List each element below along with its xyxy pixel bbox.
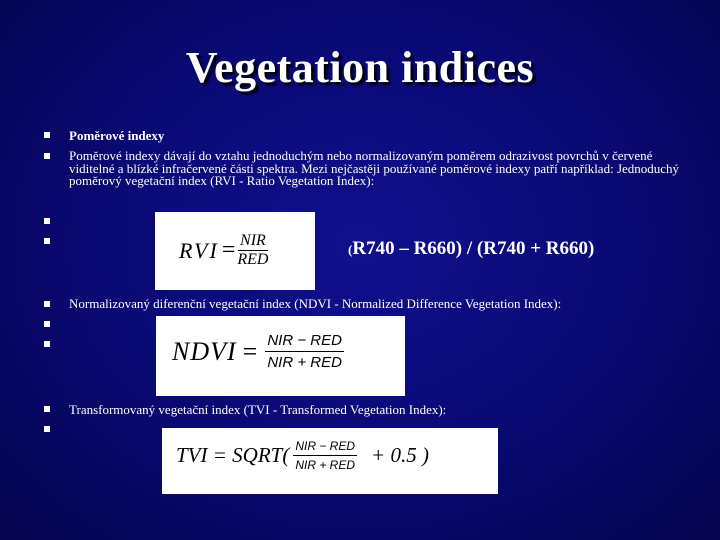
tvi-formula [162,428,498,494]
tvi-numerator: NIR − RED [293,439,357,456]
red-edge-open: ( [348,242,353,257]
intro-paragraph: Poměrové indexy dávají do vztahu jednoduchým nebo normalizovaným poměrem odrazivost povrchů v červené viditelné a blízké infračervené části spektra. Mezi nejčastěji používané poměrové indexy patří například: Jednoduchý poměrový vegetační index (RVI - Ratio Vegetation Index): [69,148,680,188]
ndvi-formula [156,316,405,396]
bullet-marker [44,321,50,327]
bullet-marker [44,132,50,138]
bullet-marker [44,406,50,412]
tvi-denominator: NIR + RED [295,458,356,472]
ndvi-fraction [265,332,344,371]
bullet-marker [44,341,50,347]
section-heading: Poměrové indexy [69,128,165,143]
rvi-equals: = [221,237,236,263]
bullet-marker [44,238,50,244]
rvi-numerator: NIR [240,232,266,249]
tvi-fraction [293,439,357,472]
rvi-fraction [237,232,268,269]
bullet-marker [44,426,50,432]
tvi-lhs: TVI = SQRT( [176,443,290,467]
ndvi-lhs: NDVI [172,336,237,366]
bullet-marker [44,301,50,307]
bullet-marker [44,218,50,224]
bullet-marker [44,153,50,159]
ndvi-numerator: NIR − RED [265,332,344,352]
ndvi-label: Normalizovaný diferenční vegetační index (NDVI - Normalized Difference Vegetation Index): [69,296,562,311]
tvi-tail: + 0.5 ) [371,443,429,467]
slide-title: Vegetation indices [185,43,535,92]
rvi-denominator: RED [237,251,269,268]
ndvi-equals: = [242,336,258,366]
rvi-formula [155,212,315,290]
rvi-lhs: RVI [179,237,219,263]
ndvi-denominator: NIR + RED [267,354,342,371]
red-edge-formula [348,238,594,260]
tvi-label: Transformovaný vegetační index (TVI - Transformed Vegetation Index): [69,402,447,417]
red-edge-body: R740 – R660) / (R740 + R660) [352,238,595,259]
